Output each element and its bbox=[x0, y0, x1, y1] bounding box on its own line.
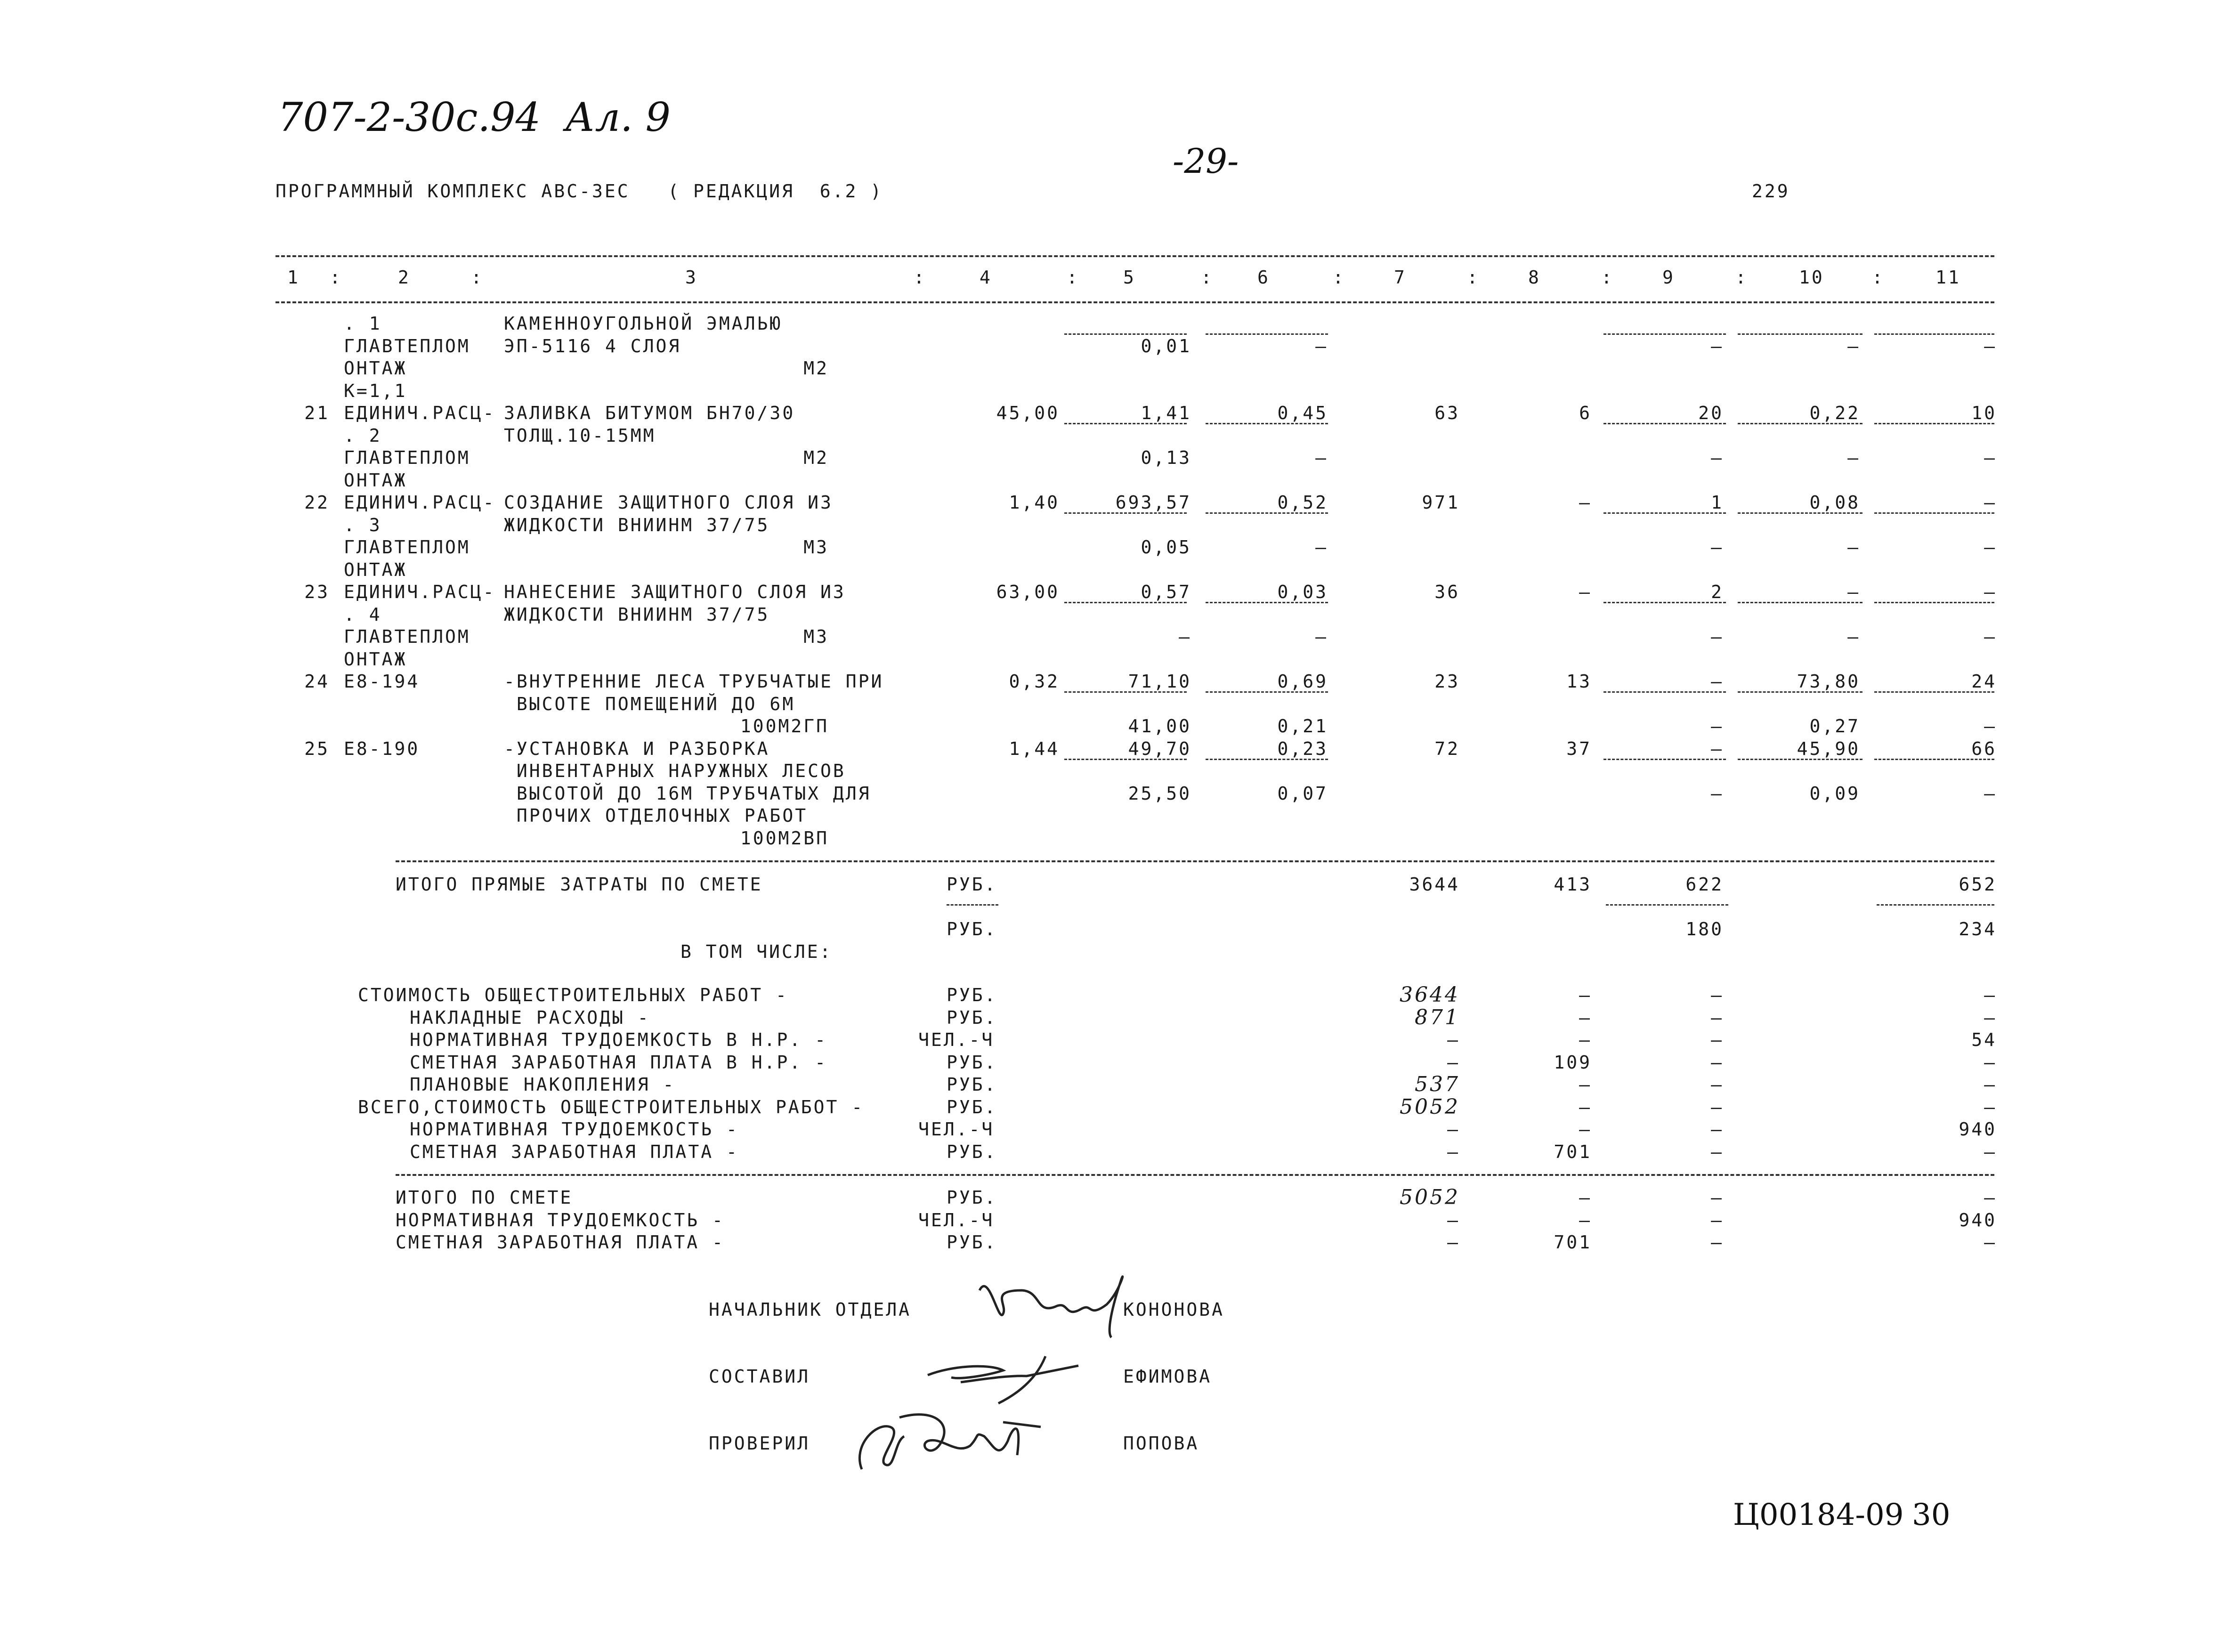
column-separator: : bbox=[1601, 267, 1614, 288]
cell-rule bbox=[1206, 759, 1328, 760]
cell-rule bbox=[1603, 759, 1726, 760]
signature-name: КОНОНОВА bbox=[1123, 1299, 1225, 1320]
summary-unit: РУБ. bbox=[947, 1142, 997, 1162]
cell-c11: 66 bbox=[1971, 738, 1997, 759]
itogo-label: ИТОГО ПРЯМЫЕ ЗАТРАТЫ ПО СМЕТЕ bbox=[396, 874, 763, 895]
cell-c1: 22 bbox=[304, 492, 330, 513]
column-separator: : bbox=[1333, 267, 1345, 288]
summary-c9: – bbox=[1711, 985, 1724, 1005]
cell-c7: 63 bbox=[1434, 403, 1460, 423]
cell-c11: 10 bbox=[1971, 403, 1997, 423]
cell-c2: Е8-194 bbox=[344, 671, 420, 692]
cell-c4: 63,00 bbox=[996, 582, 1060, 602]
cell-rule bbox=[1064, 423, 1187, 424]
summary-c8: 109 bbox=[1554, 1052, 1592, 1073]
cell-rule bbox=[1738, 759, 1863, 760]
cell-c9: – bbox=[1711, 671, 1724, 692]
final-unit: РУБ. bbox=[947, 1187, 997, 1208]
summary-label: НОРМАТИВНАЯ ТРУДОЕМКОСТЬ - bbox=[410, 1119, 739, 1140]
summary-c9: – bbox=[1711, 1007, 1724, 1028]
final-c7: – bbox=[1447, 1232, 1460, 1253]
summary-c11: – bbox=[1984, 1097, 1997, 1118]
cell-rule bbox=[1064, 333, 1187, 335]
column-header-4: 4 bbox=[980, 267, 992, 288]
cell-c5: 0,05 bbox=[1141, 537, 1191, 558]
final-c8: – bbox=[1579, 1210, 1592, 1231]
cell-c2: ГЛАВТЕПЛОМ bbox=[344, 447, 470, 468]
final-label: СМЕТНАЯ ЗАРАБОТНАЯ ПЛАТА - bbox=[396, 1232, 725, 1253]
summary-c7: – bbox=[1447, 1029, 1460, 1050]
cell-c6: 0,69 bbox=[1277, 671, 1328, 692]
cell-c2: ГЛАВТЕПЛОМ bbox=[344, 336, 470, 356]
summary-c11: – bbox=[1984, 1142, 1997, 1162]
summary-unit: ЧЕЛ.-Ч bbox=[918, 1119, 995, 1140]
cell-rule bbox=[1738, 333, 1863, 335]
final-c8: 701 bbox=[1554, 1232, 1592, 1253]
cell-rule bbox=[1064, 759, 1187, 760]
cell-c10: 73,80 bbox=[1797, 671, 1860, 692]
signature-role: СОСТАВИЛ bbox=[709, 1366, 810, 1387]
cell-c2: . 3 bbox=[344, 515, 382, 535]
itogo2-unit: РУБ. bbox=[947, 919, 997, 939]
v-tom-chisle: В ТОМ ЧИСЛЕ: bbox=[680, 941, 833, 962]
cell-c1: 21 bbox=[304, 403, 330, 423]
cell-c6: – bbox=[1315, 447, 1328, 468]
itogo2-c9: 180 bbox=[1685, 919, 1724, 939]
summary-c8: 701 bbox=[1554, 1142, 1592, 1162]
cell-c2: . 1 bbox=[344, 313, 382, 334]
cell-c10: – bbox=[1847, 626, 1860, 647]
cell-c3: СОЗДАНИЕ ЗАЩИТНОГО СЛОЯ ИЗ bbox=[504, 492, 833, 513]
cell-rule bbox=[1874, 333, 1994, 335]
column-separator: : bbox=[1872, 267, 1885, 288]
summary-unit: РУБ. bbox=[947, 1097, 997, 1118]
summary-label: ПЛАНОВЫЕ НАКОПЛЕНИЯ - bbox=[410, 1074, 676, 1095]
itogo-unit: РУБ. bbox=[947, 874, 997, 895]
cell-c2: К=1,1 bbox=[344, 381, 407, 401]
cell-rule bbox=[1603, 602, 1726, 603]
footer-code: Ц00184-09 bbox=[1733, 1498, 1904, 1532]
cell-c5: 41,00 bbox=[1128, 716, 1191, 737]
final-unit: ЧЕЛ.-Ч bbox=[918, 1210, 995, 1231]
cell-unit: М3 bbox=[803, 537, 829, 558]
cell-c3: ВЫСОТЕ ПОМЕЩЕНИЙ ДО 6М bbox=[504, 694, 795, 714]
cell-c1: 24 bbox=[304, 671, 330, 692]
cell-c10: – bbox=[1847, 537, 1860, 558]
itogo-c7: 3644 bbox=[1409, 874, 1460, 895]
album-number: Ал. 9 bbox=[565, 94, 671, 140]
summary-c7: 3644 bbox=[1400, 983, 1460, 1007]
cell-c10: – bbox=[1847, 336, 1860, 356]
header-rule-top bbox=[275, 255, 1994, 257]
cell-c3: ЖИДКОСТИ ВНИИНМ 37/75 bbox=[504, 604, 770, 625]
column-separator: : bbox=[1735, 267, 1748, 288]
cell-c9: – bbox=[1711, 626, 1724, 647]
column-separator: : bbox=[1067, 267, 1079, 288]
summary-c9: – bbox=[1711, 1052, 1724, 1073]
signature-role: НАЧАЛЬНИК ОТДЕЛА bbox=[709, 1299, 912, 1320]
cell-c2: ЕДИНИЧ.РАСЦ- bbox=[344, 492, 496, 513]
column-header-3: 3 bbox=[685, 267, 698, 288]
summary-c7: – bbox=[1447, 1052, 1460, 1073]
cell-c10: – bbox=[1847, 447, 1860, 468]
cell-rule bbox=[1874, 512, 1994, 514]
final-c9: – bbox=[1711, 1232, 1724, 1253]
cell-c9: – bbox=[1711, 336, 1724, 356]
cell-c7: 72 bbox=[1434, 738, 1460, 759]
summary-c7: 5052 bbox=[1400, 1095, 1460, 1119]
cell-c3: ЭП-5116 4 СЛОЯ bbox=[504, 336, 681, 356]
cell-c2: ГЛАВТЕПЛОМ bbox=[344, 626, 470, 647]
signature-kononova-svg bbox=[970, 1262, 1149, 1347]
summary-c7: 871 bbox=[1415, 1005, 1460, 1029]
summary-unit: РУБ. bbox=[947, 985, 997, 1005]
cell-rule bbox=[1064, 691, 1187, 693]
column-separator: : bbox=[1467, 267, 1480, 288]
final-c9: – bbox=[1711, 1187, 1724, 1208]
summary-unit: РУБ. bbox=[947, 1007, 997, 1028]
cell-rule bbox=[1206, 512, 1328, 514]
cell-c2: ГЛАВТЕПЛОМ bbox=[344, 537, 470, 558]
cell-c11: – bbox=[1984, 582, 1997, 602]
cell-rule bbox=[1738, 602, 1863, 603]
cell-c2: ЕДИНИЧ.РАСЦ- bbox=[344, 582, 496, 602]
cell-rule bbox=[1206, 423, 1328, 424]
cell-rule bbox=[1738, 423, 1863, 424]
cell-c6: 0,52 bbox=[1277, 492, 1328, 513]
summary-label: СТОИМОСТЬ ОБЩЕСТРОИТЕЛЬНЫХ РАБОТ - bbox=[358, 985, 788, 1005]
cell-c5: 0,57 bbox=[1141, 582, 1191, 602]
column-separator: : bbox=[471, 267, 484, 288]
program-line: ПРОГРАММНЫЙ КОМПЛЕКС АВС-3ЕС ( РЕДАКЦИЯ 6.2 ) bbox=[275, 181, 883, 202]
cell-c1: 23 bbox=[304, 582, 330, 602]
summary-c8: – bbox=[1579, 1119, 1592, 1140]
cell-c3: ВЫСОТОЙ ДО 16М ТРУБЧАТЫХ ДЛЯ bbox=[504, 783, 871, 804]
cell-c10: 45,90 bbox=[1797, 738, 1860, 759]
cell-c2: Е8-190 bbox=[344, 738, 420, 759]
summary-c11: 54 bbox=[1971, 1029, 1997, 1050]
cell-unit: 100М2ГП bbox=[740, 716, 829, 737]
cell-c11: 24 bbox=[1971, 671, 1997, 692]
cell-rule bbox=[1603, 512, 1726, 514]
cell-rule bbox=[1603, 333, 1726, 335]
cell-c11: – bbox=[1984, 336, 1997, 356]
header-rule-bottom bbox=[275, 301, 1994, 303]
cell-c8: 37 bbox=[1566, 738, 1592, 759]
summary-c11: 940 bbox=[1959, 1119, 1997, 1140]
cell-rule bbox=[1064, 602, 1187, 603]
column-header-1: 1 bbox=[287, 267, 300, 288]
cell-c11: – bbox=[1984, 492, 1997, 513]
summary-c8: – bbox=[1579, 985, 1592, 1005]
cell-c5: – bbox=[1179, 626, 1191, 647]
column-header-5: 5 bbox=[1123, 267, 1136, 288]
cell-c5: 71,10 bbox=[1128, 671, 1191, 692]
cell-c10: 0,22 bbox=[1809, 403, 1860, 423]
summary-c8: – bbox=[1579, 1097, 1592, 1118]
summary-c8: – bbox=[1579, 1074, 1592, 1095]
cell-c5: 1,41 bbox=[1141, 403, 1191, 423]
cell-unit: 100М2ВП bbox=[740, 828, 829, 849]
signature-name: ЕФИМОВА bbox=[1123, 1366, 1212, 1387]
cell-c7: 23 bbox=[1434, 671, 1460, 692]
cell-rule bbox=[1874, 759, 1994, 760]
summary-c9: – bbox=[1711, 1142, 1724, 1162]
cell-unit: М2 bbox=[803, 358, 829, 379]
final-c8: – bbox=[1579, 1187, 1592, 1208]
cell-c4: 0,32 bbox=[1009, 671, 1060, 692]
cell-c9: – bbox=[1711, 537, 1724, 558]
column-separator: : bbox=[914, 267, 926, 288]
column-separator: : bbox=[330, 267, 342, 288]
cell-c11: – bbox=[1984, 626, 1997, 647]
column-header-8: 8 bbox=[1528, 267, 1541, 288]
cell-c7: 36 bbox=[1434, 582, 1460, 602]
signature-popova-svg bbox=[848, 1389, 1050, 1479]
summary-unit: ЧЕЛ.-Ч bbox=[918, 1029, 995, 1050]
final-label: НОРМАТИВНАЯ ТРУДОЕМКОСТЬ - bbox=[396, 1210, 725, 1231]
summary-unit: РУБ. bbox=[947, 1074, 997, 1095]
summary-label: ВСЕГО,СТОИМОСТЬ ОБЩЕСТРОИТЕЛЬНЫХ РАБОТ - bbox=[358, 1097, 865, 1118]
cell-c11: – bbox=[1984, 783, 1997, 804]
summary-label: НАКЛАДНЫЕ РАСХОДЫ - bbox=[410, 1007, 650, 1028]
cell-c3: КАМЕННОУГОЛЬНОЙ ЭМАЛЬЮ bbox=[504, 313, 783, 334]
cell-c2: . 4 bbox=[344, 604, 382, 625]
final-c9: – bbox=[1711, 1210, 1724, 1231]
cell-c3: ЖИДКОСТИ ВНИИНМ 37/75 bbox=[504, 515, 770, 535]
cell-c6: 0,23 bbox=[1277, 738, 1328, 759]
cell-c5: 25,50 bbox=[1128, 783, 1191, 804]
cell-c4: 1,44 bbox=[1009, 738, 1060, 759]
cell-c8: – bbox=[1579, 492, 1592, 513]
cell-rule bbox=[1738, 691, 1863, 693]
cell-rule bbox=[1874, 691, 1994, 693]
cell-c11: – bbox=[1984, 537, 1997, 558]
cell-c8: – bbox=[1579, 582, 1592, 602]
sheet-number: 229 bbox=[1752, 181, 1790, 202]
summary-c9: – bbox=[1711, 1074, 1724, 1095]
cell-c2: ЕДИНИЧ.РАСЦ- bbox=[344, 403, 496, 423]
cell-rule bbox=[1874, 602, 1994, 603]
cell-c6: 0,45 bbox=[1277, 403, 1328, 423]
cell-rule bbox=[1874, 423, 1994, 424]
cell-unit: М2 bbox=[803, 447, 829, 468]
cell-rule bbox=[1206, 691, 1328, 693]
cell-c9: – bbox=[1711, 447, 1724, 468]
cell-c2: ОНТАЖ bbox=[344, 649, 407, 670]
cell-rule bbox=[1603, 691, 1726, 693]
cell-c6: 0,21 bbox=[1277, 716, 1328, 737]
cell-c5: 0,13 bbox=[1141, 447, 1191, 468]
cell-c6: 0,07 bbox=[1277, 783, 1328, 804]
cell-rule bbox=[1603, 423, 1726, 424]
page-mark: -29- bbox=[1173, 141, 1239, 181]
itogo-rule-c11 bbox=[1877, 904, 1994, 906]
summary-label: НОРМАТИВНАЯ ТРУДОЕМКОСТЬ В Н.Р. - bbox=[410, 1029, 827, 1050]
column-header-10: 10 bbox=[1799, 267, 1824, 288]
cell-rule bbox=[1064, 512, 1187, 514]
cell-c10: – bbox=[1847, 582, 1860, 602]
itogo-c11: 652 bbox=[1959, 874, 1997, 895]
cell-c4: 45,00 bbox=[996, 403, 1060, 423]
summary-label: СМЕТНАЯ ЗАРАБОТНАЯ ПЛАТА - bbox=[410, 1142, 739, 1162]
cell-c6: 0,03 bbox=[1277, 582, 1328, 602]
cell-c5: 0,01 bbox=[1141, 336, 1191, 356]
column-header-2: 2 bbox=[398, 267, 411, 288]
summary-c11: – bbox=[1984, 1007, 1997, 1028]
cell-c11: – bbox=[1984, 716, 1997, 737]
cell-c5: 693,57 bbox=[1115, 492, 1191, 513]
final-c7: 5052 bbox=[1400, 1185, 1460, 1209]
cell-c7: 971 bbox=[1422, 492, 1460, 513]
cell-c3: ТОЛЩ.10-15ММ bbox=[504, 425, 656, 446]
final-c7: – bbox=[1447, 1210, 1460, 1231]
cell-c2: . 2 bbox=[344, 425, 382, 446]
cell-c9: 2 bbox=[1711, 582, 1724, 602]
cell-c10: 0,27 bbox=[1809, 716, 1860, 737]
cell-c2: ОНТАЖ bbox=[344, 559, 407, 580]
final-unit: РУБ. bbox=[947, 1232, 997, 1253]
column-header-7: 7 bbox=[1394, 267, 1407, 288]
cell-rule bbox=[1206, 602, 1328, 603]
cell-c1: 25 bbox=[304, 738, 330, 759]
summary-c11: – bbox=[1984, 1074, 1997, 1095]
cell-c6: – bbox=[1315, 626, 1328, 647]
cell-c11: – bbox=[1984, 447, 1997, 468]
cell-c5: 49,70 bbox=[1128, 738, 1191, 759]
summary-c7: 537 bbox=[1415, 1072, 1460, 1096]
cell-c3: ПРОЧИХ ОТДЕЛОЧНЫХ РАБОТ bbox=[504, 805, 808, 826]
signature-name: ПОПОВА bbox=[1123, 1433, 1199, 1454]
itogo-c8: 413 bbox=[1554, 874, 1592, 895]
summary-c9: – bbox=[1711, 1119, 1724, 1140]
summary-c8: – bbox=[1579, 1007, 1592, 1028]
summary-label: СМЕТНАЯ ЗАРАБОТНАЯ ПЛАТА В Н.Р. - bbox=[410, 1052, 827, 1073]
final-c11: – bbox=[1984, 1187, 1997, 1208]
summary-c11: – bbox=[1984, 1052, 1997, 1073]
cell-c9: – bbox=[1711, 716, 1724, 737]
summary-c7: – bbox=[1447, 1142, 1460, 1162]
final-label: ИТОГО ПО СМЕТЕ bbox=[396, 1187, 573, 1208]
summary-c9: – bbox=[1711, 1029, 1724, 1050]
final-c11: – bbox=[1984, 1232, 1997, 1253]
cell-c3: -УСТАНОВКА И РАЗБОРКА bbox=[504, 738, 770, 759]
cell-c2: ОНТАЖ bbox=[344, 358, 407, 379]
cell-c8: 6 bbox=[1579, 403, 1592, 423]
cell-c6: – bbox=[1315, 537, 1328, 558]
summary-c9: – bbox=[1711, 1097, 1724, 1118]
cell-unit: М3 bbox=[803, 626, 829, 647]
cell-c10: 0,09 bbox=[1809, 783, 1860, 804]
cell-c3: НАНЕСЕНИЕ ЗАЩИТНОГО СЛОЯ ИЗ bbox=[504, 582, 846, 602]
summary-unit: РУБ. bbox=[947, 1052, 997, 1073]
itogo-c9: 622 bbox=[1685, 874, 1724, 895]
document-code: 707-2-30с.94 bbox=[278, 94, 541, 140]
final-c11: 940 bbox=[1959, 1210, 1997, 1231]
cell-c6: – bbox=[1315, 336, 1328, 356]
column-header-9: 9 bbox=[1662, 267, 1675, 288]
cell-c9: 1 bbox=[1711, 492, 1724, 513]
cell-c10: 0,08 bbox=[1809, 492, 1860, 513]
cell-c2: ОНТАЖ bbox=[344, 470, 407, 491]
cell-c4: 1,40 bbox=[1009, 492, 1060, 513]
cell-c9: 20 bbox=[1698, 403, 1724, 423]
column-separator: : bbox=[1201, 267, 1214, 288]
footer-page: 30 bbox=[1912, 1498, 1951, 1532]
summary-c11: – bbox=[1984, 985, 1997, 1005]
cell-c9: – bbox=[1711, 783, 1724, 804]
cell-c3: ЗАЛИВКА БИТУМОМ БН70/30 bbox=[504, 403, 795, 423]
itogo2-c11: 234 bbox=[1959, 919, 1997, 939]
final-rule-top bbox=[396, 1174, 1994, 1176]
column-header-6: 6 bbox=[1257, 267, 1270, 288]
cell-rule bbox=[1738, 512, 1863, 514]
total-rule-top bbox=[396, 860, 1994, 862]
itogo-rule-c9 bbox=[1606, 904, 1728, 906]
cell-rule bbox=[1206, 333, 1328, 335]
itogo-rule-unit bbox=[947, 904, 998, 906]
signature-role: ПРОВЕРИЛ bbox=[709, 1433, 810, 1454]
summary-c7: – bbox=[1447, 1119, 1460, 1140]
cell-c8: 13 bbox=[1566, 671, 1592, 692]
cell-c3: ИНВЕНТАРНЫХ НАРУЖНЫХ ЛЕСОВ bbox=[504, 761, 846, 781]
cell-c3: -ВНУТРЕННИЕ ЛЕСА ТРУБЧАТЫЕ ПРИ bbox=[504, 671, 884, 692]
summary-c8: – bbox=[1579, 1029, 1592, 1050]
column-header-11: 11 bbox=[1935, 267, 1961, 288]
cell-c9: – bbox=[1711, 738, 1724, 759]
